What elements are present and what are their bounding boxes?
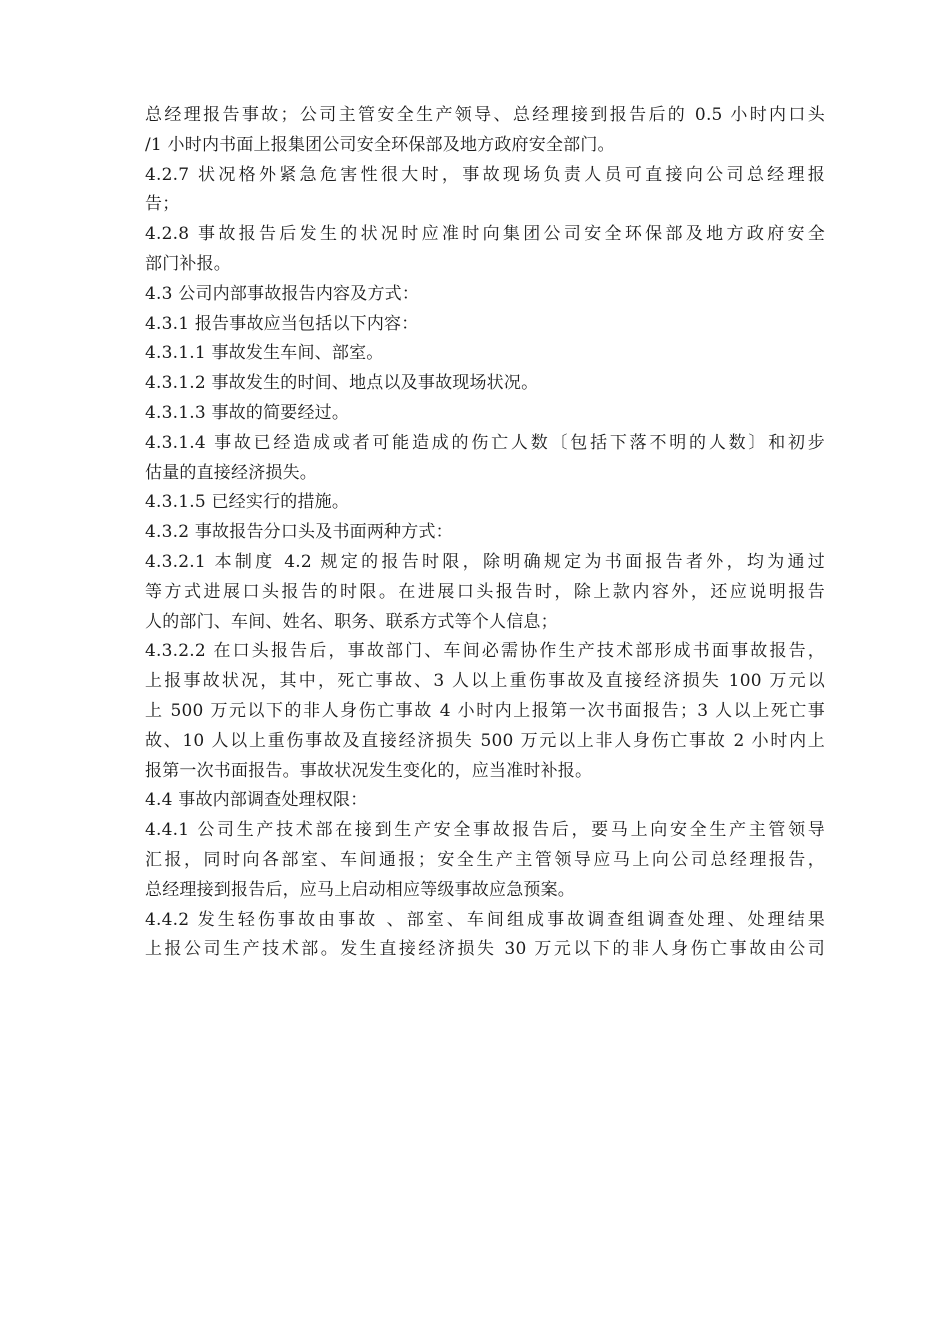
text-line: 报第一次书面报告。事故状况发生变化的，应当准时补报。	[145, 760, 593, 781]
text-line: 总经理报告事故；公司主管安全生产领导、总经理接到报告后的 0.5 小时内口头	[145, 105, 825, 125]
text-line: 上报事故状况，其中，死亡事故、3 人以上重伤事故及直接经济损失 100 万元以	[145, 671, 825, 692]
item-4-4-1	[145, 816, 825, 905]
text-line: 4.3.1 报告事故应当包括以下内容：	[145, 313, 419, 334]
text-line: 4.2.8 事故报告后发生的状况时应准时向集团公司安全环保部及地方政府安全	[145, 224, 825, 245]
item-4-3-1-1	[145, 339, 825, 369]
item-4-3-2-2	[145, 637, 825, 786]
text-line: 等方式进展口头报告的时限。在进展口头报告时，除上款内容外，还应说明报告	[145, 581, 825, 602]
text-line: 部门补报。	[145, 253, 231, 274]
text-line: 人的部门、车间、姓名、职务、联系方式等个人信息；	[145, 611, 558, 632]
text-line: 4.4 事故内部调查处理权限：	[145, 790, 368, 811]
paragraph-report-general-manager	[145, 101, 825, 161]
text-line: 汇报，同时向各部室、车间通报；安全生产主管领导应马上向公司总经理报告，	[145, 849, 825, 870]
text-line: /1 小时内书面上报集团公司安全环保部及地方政府安全部门。	[145, 134, 615, 155]
item-4-3-1-2	[145, 369, 825, 399]
text-line: 4.3.2.1 本制度 4.2 规定的报告时限，除明确规定为书面报告者外，均为通过	[145, 551, 825, 572]
heading-4-3-2	[145, 518, 825, 548]
text-line: 4.3.1.3 事故的简要经过。	[145, 402, 350, 423]
text-line: 4.2.7 状况格外紧急危害性很大时，事故现场负责人员可直接向公司总经理报	[145, 164, 825, 185]
item-4-3-1-5	[145, 488, 825, 518]
paragraph-4-2-8	[145, 220, 825, 280]
heading-4-3-1	[145, 310, 825, 340]
heading-4-3	[145, 280, 825, 310]
item-4-3-1-3	[145, 399, 825, 429]
paragraph-4-2-7	[145, 161, 825, 221]
text-line: 告；	[145, 194, 180, 215]
text-line: 总经理接到报告后，应马上启动相应等级事故应急预案。	[145, 879, 575, 900]
text-line: 4.3.2.2 在口头报告后，事故部门、车间必需协作生产技术部形成书面事故报告，	[145, 641, 825, 662]
heading-4-4	[145, 786, 825, 816]
item-4-3-2-1	[145, 548, 825, 637]
text-line: 上报公司生产技术部。发生直接经济损失 30 万元以下的非人身伤亡事故由公司	[145, 939, 825, 960]
text-line: 4.4.1 公司生产技术部在接到生产安全事故报告后，要马上向安全生产主管领导	[145, 820, 825, 841]
text-line: 4.4.2 发生轻伤事故由事故 、部室、车间组成事故调查组调查处理、处理结果	[145, 909, 825, 930]
text-line: 4.3 公司内部事故报告内容及方式：	[145, 283, 420, 304]
text-line: 4.3.1.1 事故发生车间、部室。	[145, 343, 384, 364]
item-4-4-2	[145, 906, 825, 966]
document-body	[145, 101, 825, 965]
text-line: 上 500 万元以下的非人身伤亡事故 4 小时内上报第一次书面报告；3 人以上死亡事	[145, 700, 825, 721]
text-line: 4.3.1.2 事故发生的时间、地点以及事故现场状况。	[145, 373, 539, 394]
text-line: 4.3.1.5 已经实行的措施。	[145, 492, 350, 513]
item-4-3-1-4	[145, 429, 825, 489]
text-line: 4.3.2 事故报告分口头及书面两种方式：	[145, 522, 453, 543]
text-line: 4.3.1.4 事故已经造成或者可能造成的伤亡人数〔包括下落不明的人数〕和初步	[145, 432, 825, 453]
text-line: 估量的直接经济损失。	[145, 462, 317, 483]
text-line: 故、10 人以上重伤事故及直接经济损失 500 万元以上非人身伤亡事故 2 小时内上	[145, 730, 825, 751]
